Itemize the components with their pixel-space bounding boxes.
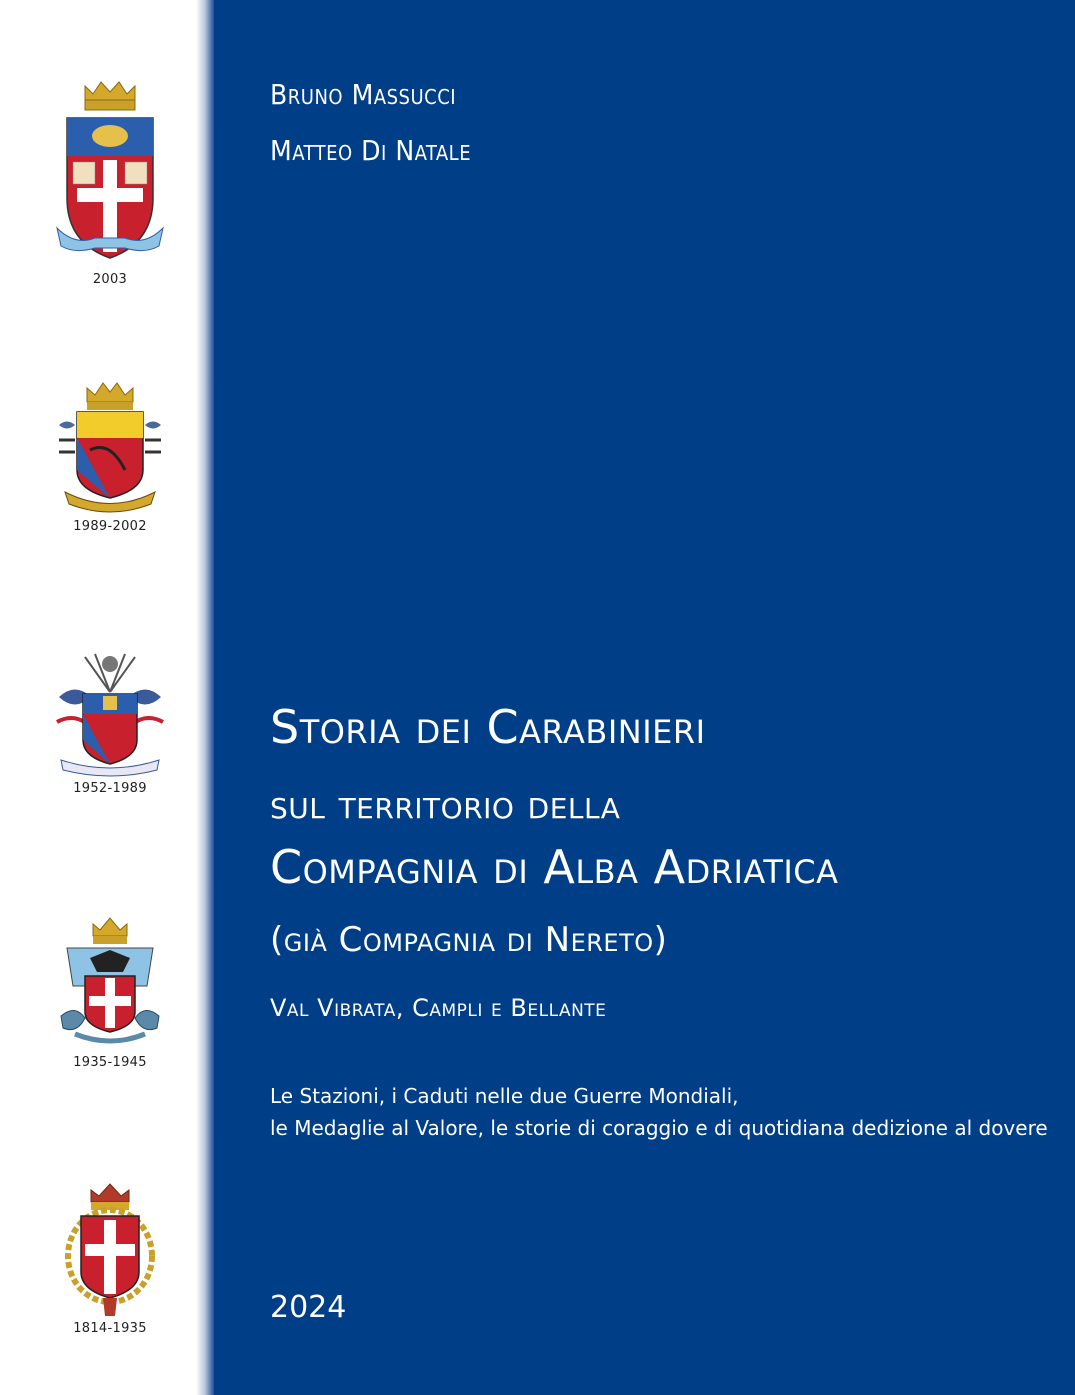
crest-1814-1935 [50,1182,170,1336]
author-name: Matteo Di Natale [270,134,472,167]
book-title-line: sul territorio della [270,782,621,828]
coat-of-arms-icon [55,1182,165,1317]
crest-year-label: 1814-1935 [73,1321,147,1336]
description-line: le Medaglie al Valore, le storie di coraggio e di quotidiana dedizione al dovere [270,1116,1048,1140]
coat-of-arms-icon [55,78,165,268]
author-name: Bruno Massucci [270,78,457,111]
description-line: Le Stazioni, i Caduti nelle due Guerre Mondiali, [270,1084,739,1108]
crest-1989-2002 [50,380,170,534]
publication-year: 2024 [270,1290,347,1325]
crest-year-label: 1935-1945 [73,1055,147,1070]
crest-2003 [50,78,170,287]
coat-of-arms-icon [55,380,165,515]
book-title-line: Storia dei Carabinieri [270,700,706,754]
coat-of-arms-icon [55,652,165,777]
area-subtitle: Val Vibrata, Campli e Bellante [270,994,607,1022]
crest-1935-1945 [50,916,170,1070]
crest-year-label: 1989-2002 [73,519,147,534]
book-title-line: Compagnia di Alba Adriatica [270,840,839,894]
coat-of-arms-icon [55,916,165,1051]
cover-panel [214,0,1075,1395]
crest-year-label: 2003 [92,272,128,287]
book-subtitle: (già Compagnia di Nereto) [270,920,668,960]
crest-year-label: 1952-1989 [73,781,147,796]
crest-1952-1989 [50,652,170,796]
